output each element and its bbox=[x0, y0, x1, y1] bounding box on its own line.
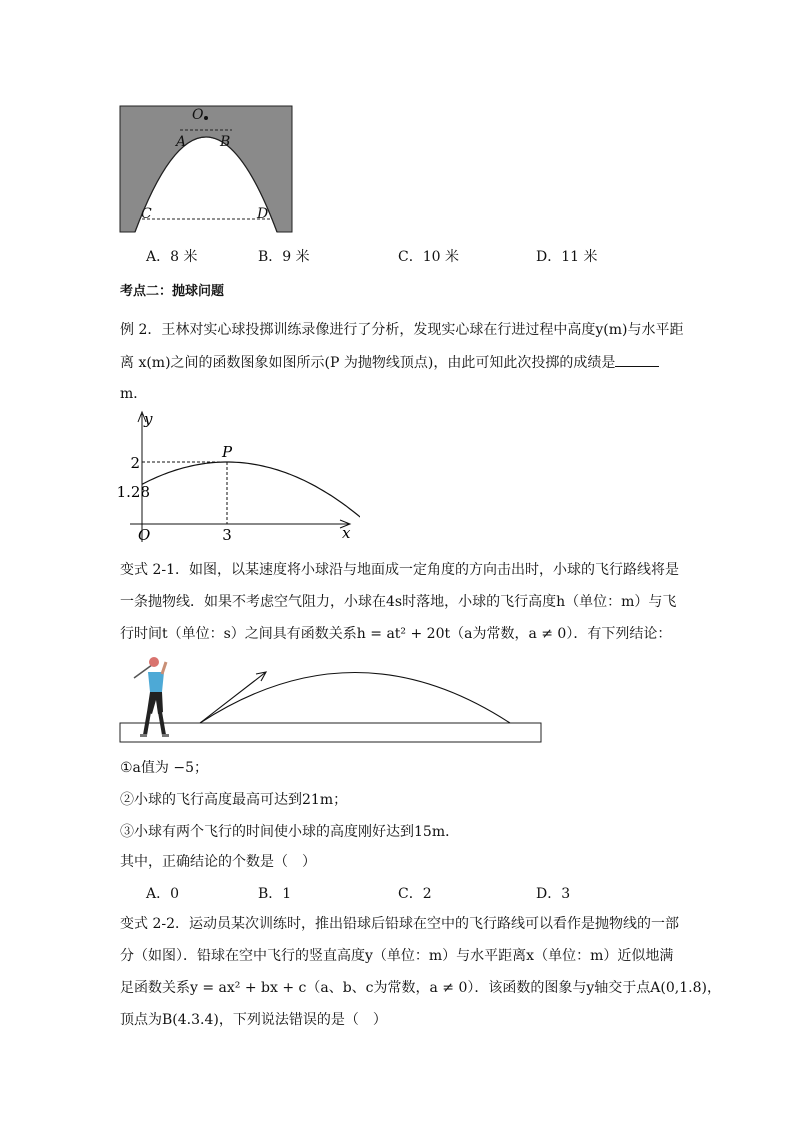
q21-option-d[interactable]: D．3 bbox=[536, 886, 571, 902]
q1-option-a[interactable]: A．8 米 bbox=[146, 249, 198, 265]
q21-option-c[interactable]: C．2 bbox=[398, 886, 432, 902]
conclusion-3: ③小球有两个飞行的时间使小球的高度刚好达到15m． bbox=[120, 824, 460, 840]
conclusion-2: ②小球的飞行高度最高可达到21m； bbox=[120, 792, 348, 808]
x-axis-label: x bbox=[342, 524, 351, 542]
golf-figure bbox=[118, 652, 544, 746]
parabola-curve bbox=[142, 462, 360, 524]
x-tick-3: 3 bbox=[222, 526, 232, 544]
q1-option-d[interactable]: D．11 米 bbox=[536, 249, 598, 265]
variant22-line4: 顶点为B(4.3.4)，下列说法错误的是（ ） bbox=[120, 1012, 387, 1028]
variant22-line1: 变式 2-2．运动员某次训练时，推出铅球后铅球在空中的飞行路线可以看作是抛物线的一部 bbox=[120, 916, 679, 932]
label-o: O bbox=[192, 107, 204, 123]
ball-trajectory bbox=[200, 673, 510, 724]
q21-option-a[interactable]: A．0 bbox=[146, 886, 180, 902]
q1-option-c[interactable]: C．10 米 bbox=[398, 249, 459, 265]
example2-line2: 离 x(m)之间的函数图象如图所示(P 为抛物线顶点)，由此可知此次投掷的成绩是 bbox=[120, 352, 659, 373]
q1-option-b[interactable]: B．9 米 bbox=[258, 249, 310, 265]
launch-arrow-shaft bbox=[200, 672, 266, 723]
section-heading: 考点二：抛球问题 bbox=[120, 284, 225, 299]
projectile-graph bbox=[116, 410, 360, 548]
variant22-line2: 分（如图）．铅球在空中飞行的竖直高度y（单位：m）与水平距离x（单位：m）近似地满 bbox=[120, 948, 674, 964]
ground bbox=[120, 723, 541, 742]
vertex-label: P bbox=[222, 443, 233, 461]
variant21-line1: 变式 2-1．如图，以某速度将小球沿与地面成一定角度的方向击出时，小球的飞行路线将是 bbox=[120, 562, 679, 578]
origin-label: O bbox=[138, 526, 151, 544]
answer-blank[interactable] bbox=[615, 352, 659, 367]
y-tick-1-28: 1.28 bbox=[116, 483, 150, 501]
conclusion-1: ①a值为 −5； bbox=[120, 760, 208, 776]
variant22-line3: 足函数关系y = ax² + bx + c（a、b、c为常数，a ≠ 0）．该函数的图象与y轴交于点A(0,1.8)， bbox=[120, 980, 721, 996]
label-d: D bbox=[257, 206, 269, 222]
vertex-point-o bbox=[204, 116, 208, 120]
label-c: C bbox=[141, 206, 152, 222]
variant21-line3: 行时间t（单位：s）之间具有函数关系h = at² + 20t（a为常数，a ≠ 0）．有下列结论： bbox=[120, 626, 672, 642]
y-tick-2: 2 bbox=[130, 454, 140, 472]
label-a: A bbox=[176, 134, 187, 150]
example2-line1: 例 2．王林对实心球投掷训练录像进行了分析，发现实心球在行进过程中高度y(m)与水平距 bbox=[120, 322, 684, 338]
label-b: B bbox=[220, 134, 231, 150]
y-axis-label: y bbox=[144, 410, 153, 428]
q21-option-b[interactable]: B．1 bbox=[258, 886, 292, 902]
variant21-line2: 一条抛物线．如果不考虑空气阻力，小球在4s时落地，小球的飞行高度h（单位：m）与飞 bbox=[120, 594, 677, 610]
variant21-question: 其中，正确结论的个数是（ ） bbox=[120, 854, 316, 870]
tunnel-figure bbox=[118, 104, 294, 234]
example2-line3: m． bbox=[120, 386, 148, 402]
